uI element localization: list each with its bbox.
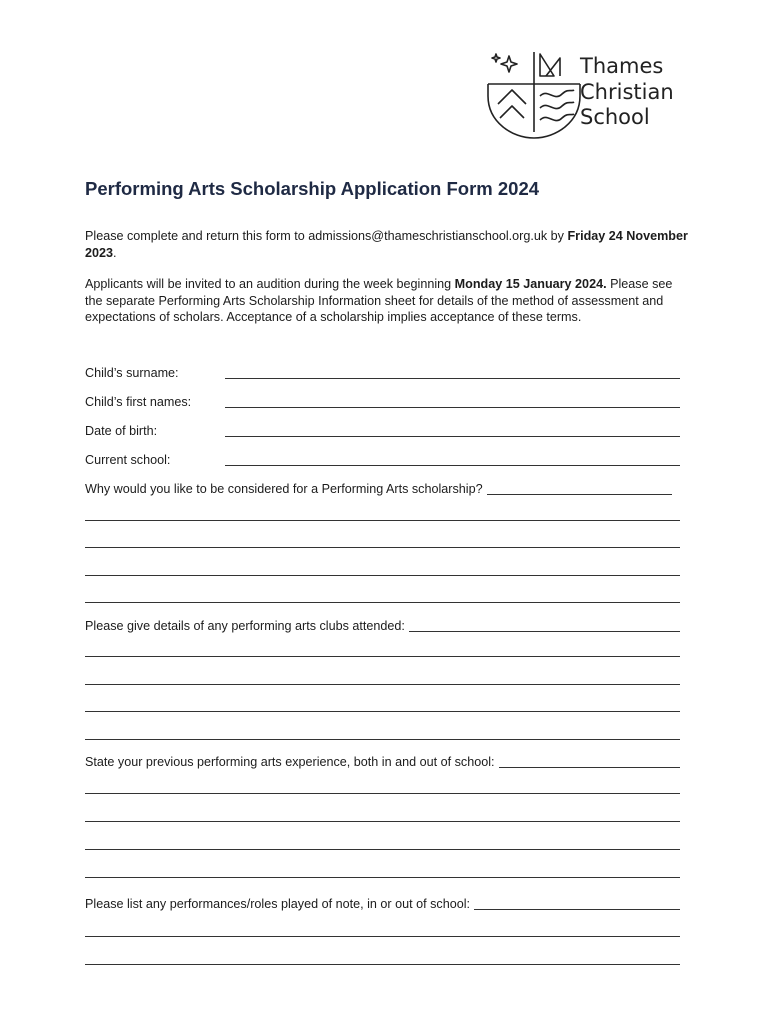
experience-label: State your previous performing arts experience, both in and out of school: <box>85 755 495 769</box>
experience-inline-line[interactable] <box>499 767 680 768</box>
surname-field[interactable] <box>85 366 680 384</box>
why-answer-line[interactable] <box>85 575 680 576</box>
first-names-line[interactable] <box>225 407 680 408</box>
audition-date: Monday 15 January 2024. <box>454 277 607 291</box>
performances-question[interactable] <box>85 897 680 915</box>
submission-instructions <box>85 228 691 261</box>
why-answer-line[interactable] <box>85 602 680 603</box>
current-school-label: Current school: <box>85 453 171 467</box>
audition-info <box>85 276 691 326</box>
submission-text: Please complete and return this form to admissions@thameschristianschool.org.uk by <box>85 229 568 243</box>
clubs-answer-line[interactable] <box>85 656 680 657</box>
audition-text-2: Please see the separate Performing Arts Scholarship Information sheet for details of the method of assessment and expectations of scholars. Acceptance of a scholarship implies acceptance of these terms. <box>85 277 673 324</box>
surname-line[interactable] <box>225 378 680 379</box>
clubs-answer-line[interactable] <box>85 739 680 740</box>
current-school-line[interactable] <box>225 465 680 466</box>
form-title: Performing Arts Scholarship Application Form 2024 <box>85 178 540 199</box>
dob-field[interactable] <box>85 424 680 442</box>
audition-text-1: Applicants will be invited to an audition during the week beginning <box>85 277 455 291</box>
surname-label: Child’s surname: <box>85 366 179 380</box>
why-inline-line[interactable] <box>487 494 672 495</box>
dob-line[interactable] <box>225 436 680 437</box>
performances-label: Please list any performances/roles played of note, in or out of school: <box>85 897 471 911</box>
experience-answer-line[interactable] <box>85 849 680 850</box>
clubs-question[interactable] <box>85 619 680 637</box>
clubs-inline-line[interactable] <box>409 631 680 632</box>
performances-answer-line[interactable] <box>85 964 680 965</box>
submission-end: . <box>113 245 117 260</box>
experience-answer-line[interactable] <box>85 793 680 794</box>
clubs-answer-line[interactable] <box>85 684 680 685</box>
submission-deadline: Friday 24 November 2023 <box>85 229 688 260</box>
clubs-label: Please give details of any performing arts clubs attended: <box>85 619 405 633</box>
first-names-field[interactable] <box>85 395 680 413</box>
why-answer-line[interactable] <box>85 547 680 548</box>
school-name-wordmark <box>580 54 674 131</box>
why-label: Why would you like to be considered for a Performing Arts scholarship? <box>85 482 483 496</box>
experience-answer-line[interactable] <box>85 877 680 878</box>
performances-answer-line[interactable] <box>85 936 680 937</box>
performances-inline-line[interactable] <box>474 909 680 910</box>
current-school-field[interactable] <box>85 453 680 471</box>
experience-answer-line[interactable] <box>85 821 680 822</box>
school-name-line-1: Thames <box>580 54 664 78</box>
why-answer-line[interactable] <box>85 520 680 521</box>
experience-question[interactable] <box>85 755 680 773</box>
school-name-line-2: Christian <box>580 79 674 104</box>
why-question[interactable] <box>85 482 672 500</box>
clubs-answer-line[interactable] <box>85 711 680 712</box>
dob-label: Date of birth: <box>85 424 158 438</box>
school-name-line-3: School <box>580 105 650 129</box>
first-names-label: Child’s first names: <box>85 395 192 409</box>
